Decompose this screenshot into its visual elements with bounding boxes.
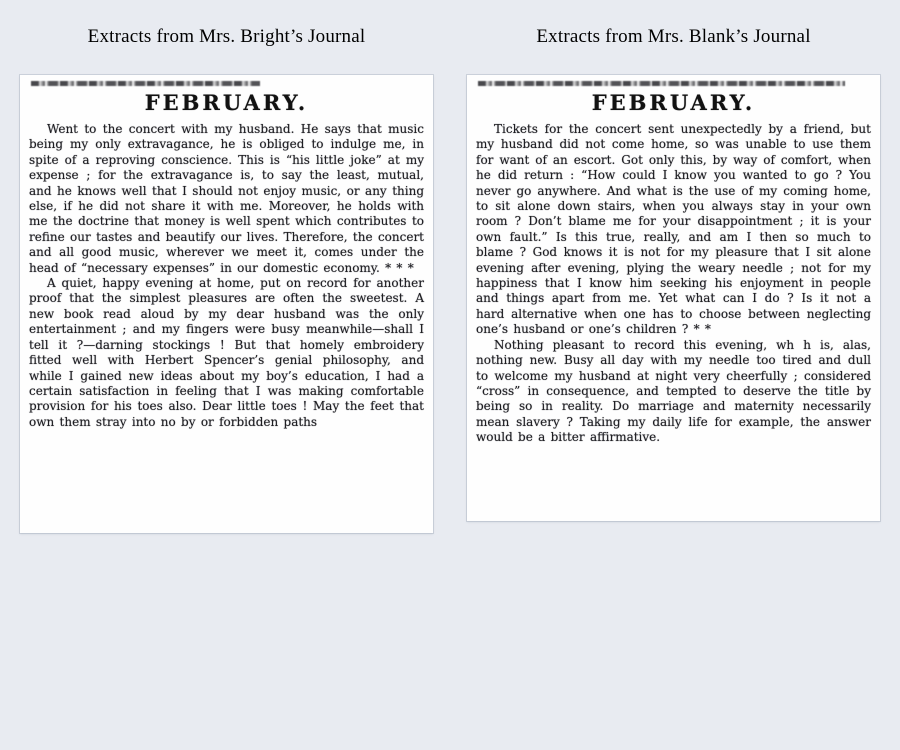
right-paragraph-1: Tickets for the concert sent unexpectedly by a friend, but my husband did not come home, so was unable to use them for want of an escort. Got only this, by way of comfort, when he did return : “How could I know you wanted to go ? You never go anywhere. And what is the use of my coming home, to sit alone down stairs, when you always stay in your own room ? Don’t blame me for your disappointment ; it is your own fault.” Is this true, really, and am I then so much to blame ? God knows it is not for my pleasure that I sit alone evening after evening, plying the weary needle ; not for my happiness that I know him seeking his enjoyment in people and things apart from me. Yet what can I do ? Is it not a hard alternative when one has to choose between neglecting one’s husband or one’s children ? * * (476, 122, 871, 337)
cropped-print-artifact (478, 81, 845, 86)
right-journal-text (476, 122, 871, 446)
left-journal-clipping (20, 75, 433, 533)
left-journal-text (29, 122, 424, 430)
right-column-title: Extracts from Mrs. Blank’s Journal (536, 26, 811, 47)
cropped-print-artifact (31, 81, 260, 86)
right-month-heading: FEBRUARY. (591, 90, 756, 115)
left-paragraph-2: A quiet, happy evening at home, put on record for another proof that the simplest pleasures are often the sweetest. A new book read aloud by my dear husband was the only entertainment ; and my fingers were busy meanwhile—shall I tell it ?—darning stockings ! But that homely embroidery fitted well with Herbert Spencer’s genial philosophy, and while I gained new ideas about my boy’s education, I had a certain satisfaction in feeling that I was making comfortable provision for his toes also. Dear little toes ! May the feet that own them stray into no by or forbidden paths (29, 276, 424, 429)
left-month-heading: FEBRUARY. (144, 90, 309, 115)
left-column-title: Extracts from Mrs. Bright’s Journal (87, 26, 366, 47)
right-paragraph-2: Nothing pleasant to record this evening, wh h is, alas, nothing new. Busy all day with my needle too tired and dull to welcome my husband at night very cheerfully ; considered “cross” in consequence, and tempted to deserve the title by being so in reality. Do marriage and maternity necessarily mean slavery ? Taking my daily life for example, the answer would be a bitter affirmative. (476, 337, 871, 445)
left-paragraph-1: Went to the concert with my husband. He says that music being my only extravagance, he is obliged to indulge me, in spite of a reproving conscience. This is “his little joke” at my expense ; for the extravagance is, to say the least, mutual, and he knows well that I should not enjoy music, or any thing else, if he did not share it with me. Moreover, he holds with me the doctrine that money is well spent which contributes to refine our tastes and beautify our lives. Therefore, the concert and all good music, wherever we meet it, comes under the head of “necessary expenses” in our domestic economy. * * * (29, 122, 424, 275)
right-journal-clipping (467, 75, 880, 521)
